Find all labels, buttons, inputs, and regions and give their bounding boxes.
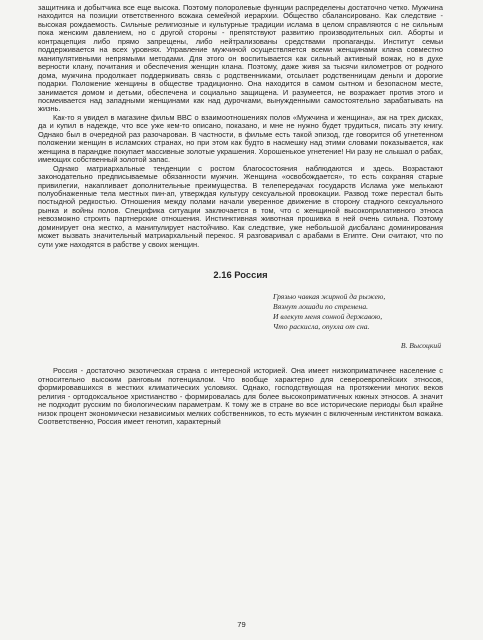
epigraph-line: Грязью чавкая жирной да рыжею,: [273, 292, 386, 302]
paragraph: Однако матриархальные тенденции с ростом благосостояния наблюдаются и здесь. Возрастают законодательно предписываемые обязанности мужчин. Женщина «освобождается», то есть сохраняя старые привилегии, накапливает дополнительные преимущества. В телепередачах государств Ислама уже мелькают полуобнаженные тела местных пин-ап, утверждая культуру сексуальной провокации. Развод тоже перестал быть постыдной редкостью. Отношения между полами начали уверенное движение в сторону стадного сексуального рынка и войны полов. Специфика ситуации заключается в том, что с женщиной высокоприлативного этноса невозможно строить партнерские отношения. Инстинктивная животная прошивка в ней очень сильна. Поэтому доминирует она жестко, а манипулирует настойчиво. Как следствие, уже небольшой дисбаланс доминирования может вызвать значительный матриархальный перекос. Я разговаривал с арабами в Египте. Они считают, что по сути уже находятся в рабстве у своих женщин.: [38, 163, 443, 249]
epigraph-author: В. Высоцкий: [400, 341, 441, 351]
top-text-block: [38, 4, 443, 249]
paragraph: Россия - достаточно экзотическая страна с интересной историей. Она имеет низкоприматичнее население с относительно высоким ранговым потенциалом. Что вообще характерно для североевропейских этносов, формировавшихся в жестких климатических условиях. Однако, господствующая на протяжении многих веков религия - ортодоксальное христианство - формировалась для более высокоприматичных южных этносов. А значит не подходит русским по биологическим параметрам. К тому же в стране во все исторические периоды был крайне низок процент экономически независимых мелких собственников, то есть мужчин с включенным инстинктом вожака. Соответственно, Россия имеет генотип, характерный: [38, 366, 443, 427]
epigraph-line: Что раскисла, опухла от сна.: [273, 321, 370, 331]
epigraph-line: Вязнут лошади по стремена.: [273, 301, 369, 311]
epigraph: [273, 292, 443, 331]
epigraph-line: И влекут меня сонной державою,: [273, 311, 383, 321]
paragraph: защитника и добытчика все еще высока. Поэтому полоролевые функции распределены достаточно четко. Мужчина находится на позиции ответственного вожака семейной иерархии. Общество сбалансировано. Как следствие - высокая рождаемость. Сильные религиозные и культурные традиции ислама в целом справляются с не сильным пока женским давлением, но с другой стороны - препятствуют развитию производительных сил. Аборты и контрацепция либо прямо запрещены, либо нейтрализованы средствами пропаганды. Институт семьи поддерживается на всех уровнях. Управление мужчиной осуществляется всеми женщинами клана совместно манипулятивными непрямыми методами. Для этого он воспитывается как сильный активный вожак, но в духе верности клану, почитания и обеспечения женщин клана. Поэтому, даже живя за тысячи километров от родного дома, мужчина продолжает поддерживать связь с родственниками, отсылает родственницам деньги и дорогие подарки. Положение женщины в обществе традиционно. Она находится в самом сытном и безопасном месте, занимается домом и детьми, обеспечена и социально защищена. И разумеется, не возражает против этого и посмеивается над западными женщинами как над дурочками, вынужденными самостоятельно зарабатывать на жизнь.: [38, 3, 443, 114]
bottom-text-block: [38, 367, 443, 426]
page-number: 79: [237, 620, 246, 629]
section-heading: 2.16 Россия: [213, 269, 268, 281]
paragraph: Как-то я увидел в магазине фильм ВВС о взаимоотношениях полов «Мужчина и женщина», аж на трех дисках, да и купил в надежде, что все уже кем-то описано, показано, и мне не нужно будет трудиться, писать эту книгу. Однако был в очередной раз разочарован. В частности, в фильме есть такой эпизод, где говорится об угнетенном положении женщин в исламских странах, но при этом как будто в насмешку над этими словами показывается, как женщина в парандже покупает массивные золотые украшения. Хорошенькое угнетение! Ни разу не слышал о рабах, имеющих собственный золотой запас.: [38, 112, 443, 165]
